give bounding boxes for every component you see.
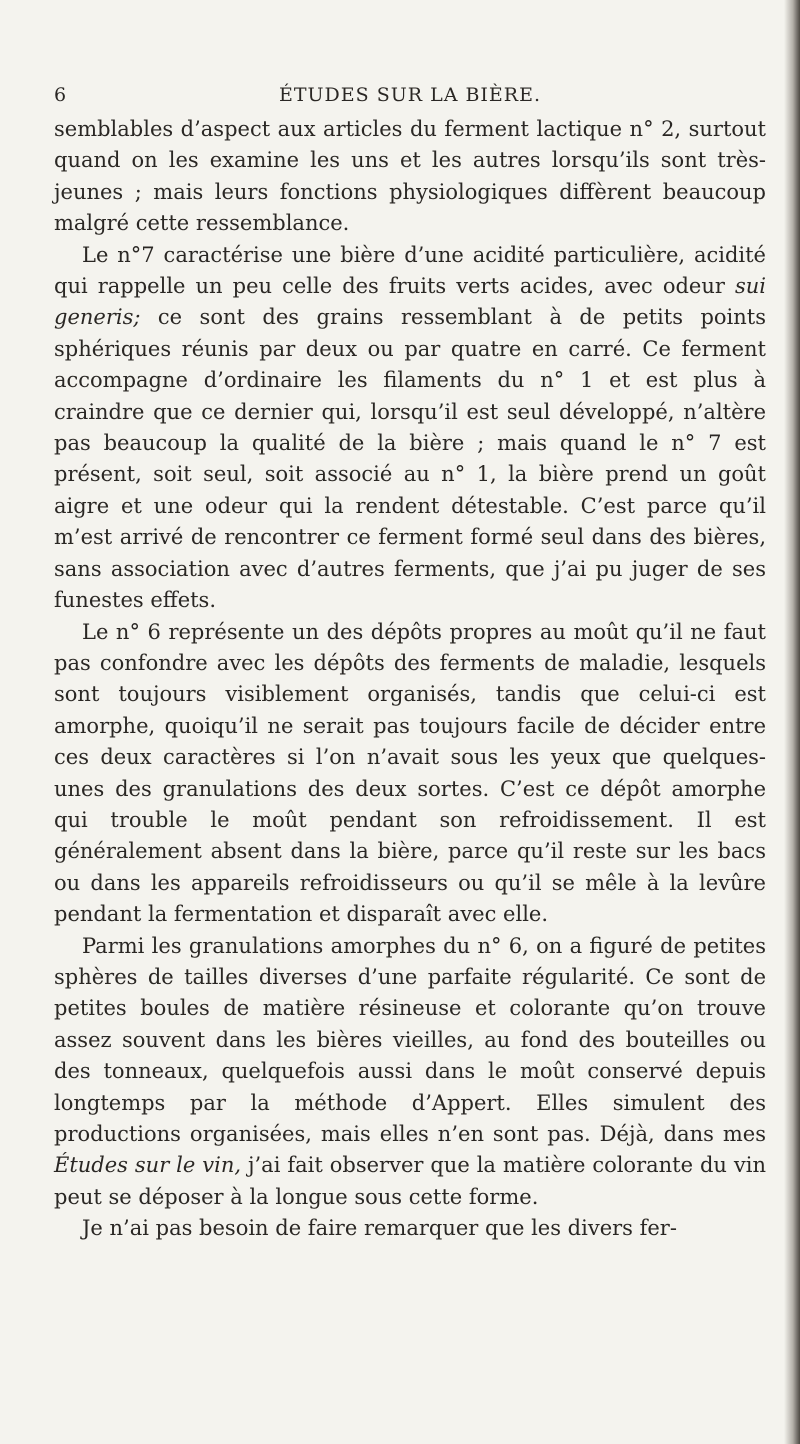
page-number: 6: [54, 84, 68, 106]
paragraph: [54, 617, 766, 931]
italic-run: Études sur le vin,: [54, 1153, 242, 1178]
text-run: Le n°7 caractérise une bière d’une acidité particulière, acidité qui rappelle un peu celle des fruits verts acides, avec odeur: [54, 242, 766, 299]
text-run: j’ai fait observer que la matière colorante du vin peut se déposer à la longue sous cette forme.: [54, 1153, 766, 1209]
text-run: Le n° 6 représente un des dépôts propres au moût qu’il ne faut pas confondre avec les dépôts des ferments de maladie, lesquels sont toujours visiblement organisés, tandis que celui-ci est amorphe, quoiqu’il ne serait pas toujours facile de décider entre ces deux caractères si l’on n’avait sous les yeux que quelques-unes des granulations des deux sortes. C’est ce dépôt amorphe qui trouble le moût pendant son refroidissement. Il est généralement absent dans la bière, parce qu’il reste sur les bacs ou dans les appareils refroidisseurs ou qu’il se mêle à la levûre pendant la fermentation et disparaît avec elle.: [54, 619, 766, 927]
paragraph: [54, 114, 766, 240]
text-run: Parmi les granulations amorphes du n° 6, on a figuré de petites sphères de tailles diverses d’une parfaite régularité. Ce sont de petites boules de matière résineuse et colorante qu’on trouve assez souvent dans les bières vieilles, au fond des bouteilles ou des tonneaux, quelquefois aussi dans le moût conservé depuis longtemps par la méthode d’Appert. Elles simulent des productions organisées, mais elles n’en sont pas. Déjà, dans mes: [54, 933, 766, 1146]
page-edge-shadow: [784, 0, 800, 1444]
paragraph: [54, 1213, 766, 1244]
paragraph: [54, 931, 766, 1214]
page-header: [54, 84, 766, 114]
book-page: [54, 84, 766, 1245]
text-run: ce sont des grains ressemblant à de petits points sphériques réunis par deux ou par quatre en carré. Ce ferment accompagne d’ordinaire les filaments du n° 1 et est plus à craindre que ce dernier qui, lorsqu’il est seul développé, n’altère pas beaucoup la qualité de la bière ; mais quand le n° 7 est présent, soit seul, soit associé au n° 1, la bière prend un goût aigre et une odeur qui la rendent détestable. C’est parce qu’il m’est arrivé de rencontrer ce ferment formé seul dans des bières, sans association avec d’autres ferments, que j’ai pu juger de ses funestes effets.: [54, 305, 766, 613]
text-run: Je n’ai pas besoin de faire remarquer que les divers fer-: [82, 1216, 677, 1241]
body-text: [54, 114, 766, 1245]
italic-run: sui generis;: [54, 274, 766, 330]
running-title: ÉTUDES SUR LA BIÈRE.: [278, 84, 542, 106]
text-run: semblables d’aspect aux articles du ferment lactique n° 2, surtout quand on les examine les uns et les autres lorsqu’ils sont très-jeunes ; mais leurs fonctions physiologiques diffèrent beaucoup malgré cette ressemblance.: [54, 117, 766, 236]
paragraph: [54, 240, 766, 617]
